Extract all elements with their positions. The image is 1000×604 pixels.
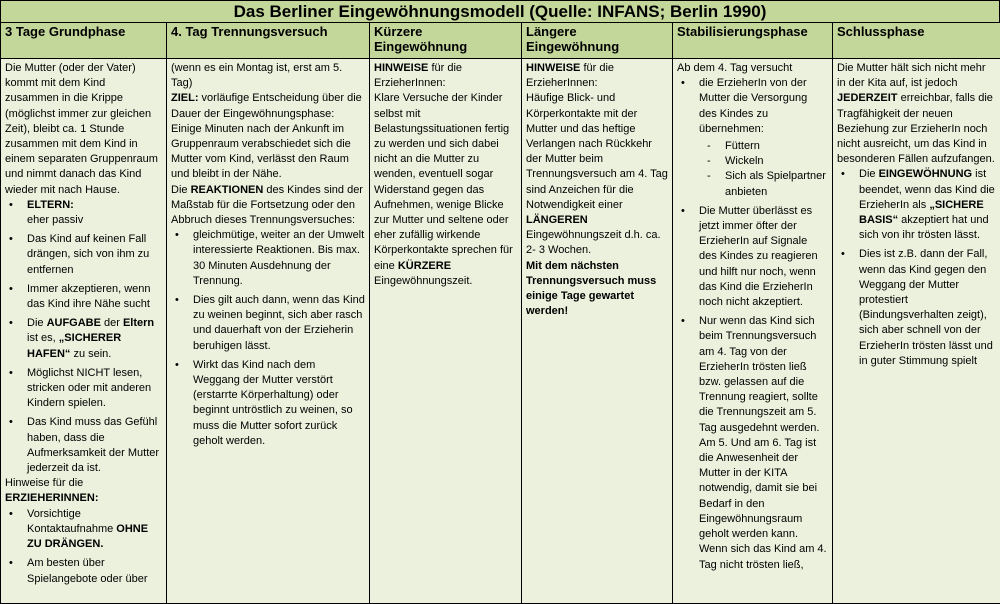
text: des Kindes sind der Maßstab für die Fortsetzung oder den Abbruch dieses Trennungsversuches:: [171, 184, 363, 226]
text: Die Mutter hält sich nicht mehr in der Kita auf, ist jedoch: [837, 62, 986, 89]
list-item: [27, 198, 162, 228]
jederzeit-label: JEDERZEIT: [837, 92, 898, 104]
header-laengere-eingewoehnung: Längere Eingewöhnung: [522, 23, 673, 59]
erzieherinnen-label: ERZIEHERINNEN:: [5, 492, 99, 504]
list-item: • Immer akzeptieren, wenn das Kind ihre Nähe sucht: [27, 282, 162, 312]
list-item: - Füttern: [725, 139, 828, 154]
hinweise-label: HINWEISE: [526, 62, 580, 74]
header-stabilisierungsphase: Stabilisierungsphase: [673, 23, 833, 59]
list-item: [27, 316, 162, 362]
page-title: Das Berliner Eingewöhnungsmodell (Quelle: INFANS; Berlin 1990): [0, 0, 1000, 22]
text: Eingewöhnungszeit d.h. ca. 2- 3 Wochen.: [526, 229, 661, 256]
text: Die: [27, 317, 47, 329]
text: zu sein.: [70, 348, 111, 360]
grundphase-intro: Die Mutter (oder der Vater) kommt mit dem Kind zusammen in die Krippe (möglichst immer zur gleichen Zeit), bleibt ca. 1 Stunde zusammen mit dem Kind in einem separaten Gruppenraum und nimmt danach das Kind wieder mit nach Hause.: [5, 61, 162, 198]
kuerzere-label: KÜRZERE: [398, 260, 451, 272]
text: Eingewöhnungszeit.: [374, 275, 472, 287]
text: der: [101, 317, 123, 329]
kuerzere-body: Klare Versuche der Kinder selbst mit Belastungssituationen fertig zu werden und sich dabei nicht an die Mutter zu wenden, eventuell sogar Widerstand gegen das Aufnehmen, wenige Blicke zur Mutter und seltene oder eher zufällig wirkende Körperkontakte sprechen für eine: [374, 92, 513, 271]
header-kuerzere-eingewoehnung: Kürzere Eingewöhnung: [370, 23, 522, 59]
text: Die: [859, 168, 879, 180]
text: die ErzieherIn von der Mutter die Versorgung des Kindes zu übernehmen:: [699, 77, 807, 135]
header-grundphase: 3 Tage Grundphase: [1, 23, 167, 59]
text: Die: [171, 184, 191, 196]
list-item: [859, 167, 996, 243]
hinweise-label: HINWEISE: [374, 62, 428, 74]
erzieher-list: [5, 507, 162, 587]
content-row: [1, 59, 1000, 604]
list-item: • Das Kind auf keinen Fall drängen, sich von ihm zu entfernen: [27, 232, 162, 278]
list-item: • Nur wenn das Kind sich beim Trennungsversuch am 4. Tag von der ErzieherIn trösten ließ bzw. gelassen auf die Trennung reagiert, sollte die Trennungszeit am 5. Tag ausgedehnt werden. Am 5. Und am 6. Tag ist die Anwesenheit der Mutter in der KITA notwendig, damit sie bei Bedarf in den Eingewöhnungsraum geholt werden kann. Wenn sich das Kind am 4. Tag nicht trösten ließ,: [699, 314, 828, 572]
list-item: • Wirkt das Kind nach dem Weggang der Mutter verstört (erstarrte Körperhaltung) oder beginnt untröstlich zu weinen, so muss die Mutter sofort zurück geholt werden.: [193, 358, 365, 449]
text: akzeptiert hat und sich von ihr trösten lässt.: [859, 214, 989, 241]
ziel-label: ZIEL:: [171, 92, 199, 104]
header-row: [1, 23, 1000, 59]
header-schlussphase: Schlussphase: [833, 23, 1000, 59]
cell-grundphase: [1, 59, 167, 604]
list-item: • Möglichst NICHT lesen, stricken oder mit anderen Kindern spielen.: [27, 366, 162, 412]
text: für die ErzieherInnen:: [526, 62, 614, 89]
list-item: [699, 76, 828, 200]
warning-text: Mit dem nächsten Trennungsversuch muss einige Tage gewartet werden!: [526, 260, 656, 318]
phase-table: [0, 22, 1000, 604]
stabil-list: [677, 76, 828, 573]
list-item: [27, 507, 162, 553]
list-item: • gleichmütige, weiter an der Umwelt interessierte Reaktionen. Bis max. 30 Minuten Ausdehnung der Trennung.: [193, 228, 365, 289]
text: für die ErzieherInnen:: [374, 62, 462, 89]
hinweise-text: Hinweise für die: [5, 476, 162, 491]
list-item: • Am besten über Spielangebote oder über: [27, 556, 162, 586]
eltern-text: eher passiv: [27, 214, 83, 226]
list-item: • Das Kind muss das Gefühl haben, dass die Aufmerksamkeit der Mutter jederzeit da ist.: [27, 415, 162, 476]
text: ist es,: [27, 332, 59, 344]
cell-stabilisierungsphase: [673, 59, 833, 604]
reaktionen-label: REAKTIONEN: [191, 184, 264, 196]
text: erreichbar, falls die Tragfähigkeit der neuen Beziehung zur ErzieherIn noch nicht ausreicht, um das Kind in besonderen Fällen aufzufangen.: [837, 92, 995, 165]
aufgabe-label: AUFGABE: [47, 317, 101, 329]
eingewoehnung-label: EINGEWÖHNUNG: [879, 168, 973, 180]
list-item: • Dies gilt auch dann, wenn das Kind zu weinen beginnt, sich aber rasch und dauerhaft von der Erzieherin beruhigen lässt.: [193, 293, 365, 354]
text: Vorsichtige Kontaktaufnahme: [27, 508, 116, 535]
task-list: [699, 139, 828, 200]
cell-laengere-eingewoehnung: [522, 59, 673, 604]
cell-trennungsversuch: [167, 59, 370, 604]
list-item: • Dies ist z.B. dann der Fall, wenn das Kind gegen den Weggang der Mutter protestiert (Bindungsverhalten zeigt), sich aber schnell von der ErzieherIn trösten lässt und in guter Stimmung spielt: [859, 247, 996, 369]
cell-schlussphase: [833, 59, 1000, 604]
eltern-list: [5, 198, 162, 476]
list-item: • Die Mutter überlässt es jetzt immer öfter der ErzieherIn auf Signale des Kindes zu reagieren und hilft nur noch, wenn das Kind die ErzieherIn noch nicht akzeptiert.: [699, 204, 828, 310]
ziel-text: vorläufige Entscheidung über die Dauer der Eingewöhnungsphase: Einige Minuten nach der Ankunft im Gruppenraum verabschiedet sich die Mutter vom Kind, verlässt den Raum und bleibt in der Nähe.: [171, 92, 362, 180]
eltern-word: Eltern: [123, 317, 154, 329]
laengere-body: Häufige Blick- und Körperkontakte mit der Mutter und das heftige Verlangen nach Rückkehr der Mutter beim Trennungsversuch am 4. Tag sind Anzeichen für die Notwendigkeit einer: [526, 92, 668, 210]
laengere-label: LÄNGEREN: [526, 214, 588, 226]
list-item: - Sich als Spielpartner anbieten: [725, 169, 828, 199]
eltern-label: ELTERN:: [27, 199, 74, 211]
ohne-draengen: OHNE ZU DRÄNGEN.: [27, 523, 148, 550]
montag-note: (wenn es ein Montag ist, erst am 5. Tag): [171, 61, 365, 91]
text: ist beendet, wenn das Kind die ErzieherIn als: [859, 168, 995, 210]
header-trennungsversuch: 4. Tag Trennungsversuch: [167, 23, 370, 59]
cell-kuerzere-eingewoehnung: [370, 59, 522, 604]
sichere-basis: „SICHERE BASIS“: [859, 199, 984, 226]
list-item: - Wickeln: [725, 154, 828, 169]
reaktionen-list: [171, 228, 365, 449]
schluss-list: [837, 167, 996, 369]
sicherer-hafen: „SICHERER HAFEN“: [27, 332, 121, 359]
stabil-intro: Ab dem 4. Tag versucht: [677, 61, 828, 76]
